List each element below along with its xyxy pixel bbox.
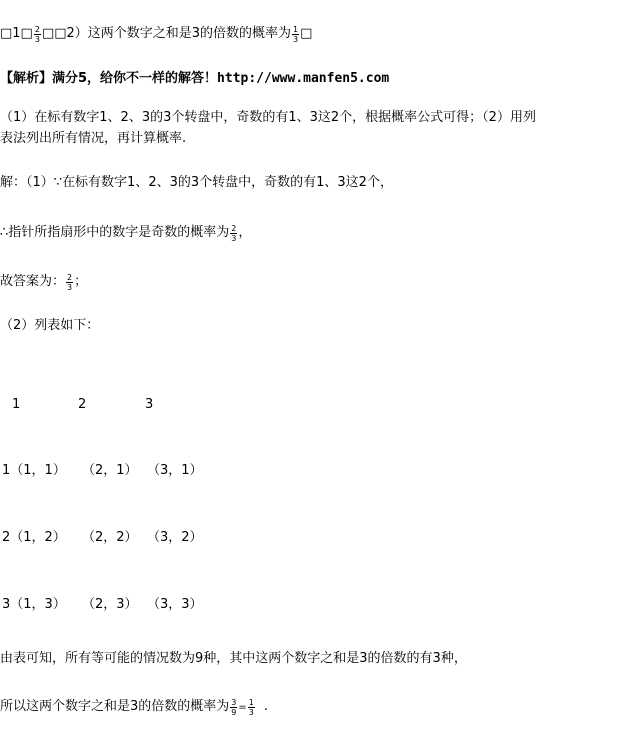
question-part-c: □ <box>300 26 313 41</box>
answer-line <box>0 272 87 291</box>
conclusion-end: . <box>263 699 268 714</box>
question-part-a: □1□ <box>0 26 33 41</box>
solution-banner <box>0 70 389 88</box>
fraction: $\frac{2}{3}$ <box>34 25 40 44</box>
conclusion-line-2 <box>0 697 268 717</box>
analysis-line-1: （1）在标有数字1、2、3的3个转盘中，奇数的有1、3这2个，根据概率公式可得；（2）用列 <box>0 110 536 125</box>
table-row-3-col-1: 3（1，3） <box>2 597 66 612</box>
conclusion-line-1: 由表可知，所有等可能的情况数为9种，其中这两个数字之和是3的倍数的有3种， <box>0 651 467 666</box>
table-row-1-col-1: 1（1，1） <box>2 463 66 478</box>
answer-end: ； <box>74 274 88 289</box>
table-row-2-col-2: （2，2） <box>82 530 138 545</box>
fraction: $\frac{1}{3}$ <box>248 698 254 717</box>
question-line <box>0 24 312 43</box>
equals-sign: = <box>238 702 247 713</box>
table-header-3: 3 <box>145 397 154 412</box>
analysis-line-2: 表法列出所有情况，再计算概率. <box>0 131 187 146</box>
table-row-2-col-3: （3，2） <box>147 530 203 545</box>
step2-text: ∴指针所指扇形中的数字是奇数的概率为 <box>0 225 230 240</box>
fraction: $\frac{1}{3}$ <box>293 25 299 44</box>
fraction: $\frac{2}{3}$ <box>67 273 73 292</box>
fraction: $\frac{3}{9}$ <box>231 698 237 717</box>
banner-label: 【解析】满分5，给你不一样的解答！ <box>0 71 218 86</box>
table-row-3-col-2: （2，3） <box>82 597 138 612</box>
table-header-1: 1 <box>12 397 21 412</box>
table-row-1-col-2: （2，1） <box>82 463 138 478</box>
table-row-1-col-3: （3，1） <box>147 463 203 478</box>
conclusion-text: 所以这两个数字之和是3的倍数的概率为 <box>0 699 230 714</box>
solution-step-2 <box>0 223 251 242</box>
answer-text: 故答案为： <box>0 274 66 289</box>
solution-step-1: 解：（1）∵在标有数字1、2、3的3个转盘中，奇数的有1、3这2个， <box>0 175 393 190</box>
fraction: $\frac{2}{3}$ <box>231 224 237 243</box>
banner-url: http://www.manfen5.com <box>217 71 390 86</box>
table-row-3-col-3: （3，3） <box>147 597 203 612</box>
part2-intro: （2）列表如下： <box>0 318 100 333</box>
table-header-2: 2 <box>78 397 87 412</box>
step2-end: ， <box>238 225 252 240</box>
question-part-b: □□2）这两个数字之和是3的倍数的概率为 <box>41 26 292 41</box>
table-row-2-col-1: 2（1，2） <box>2 530 66 545</box>
